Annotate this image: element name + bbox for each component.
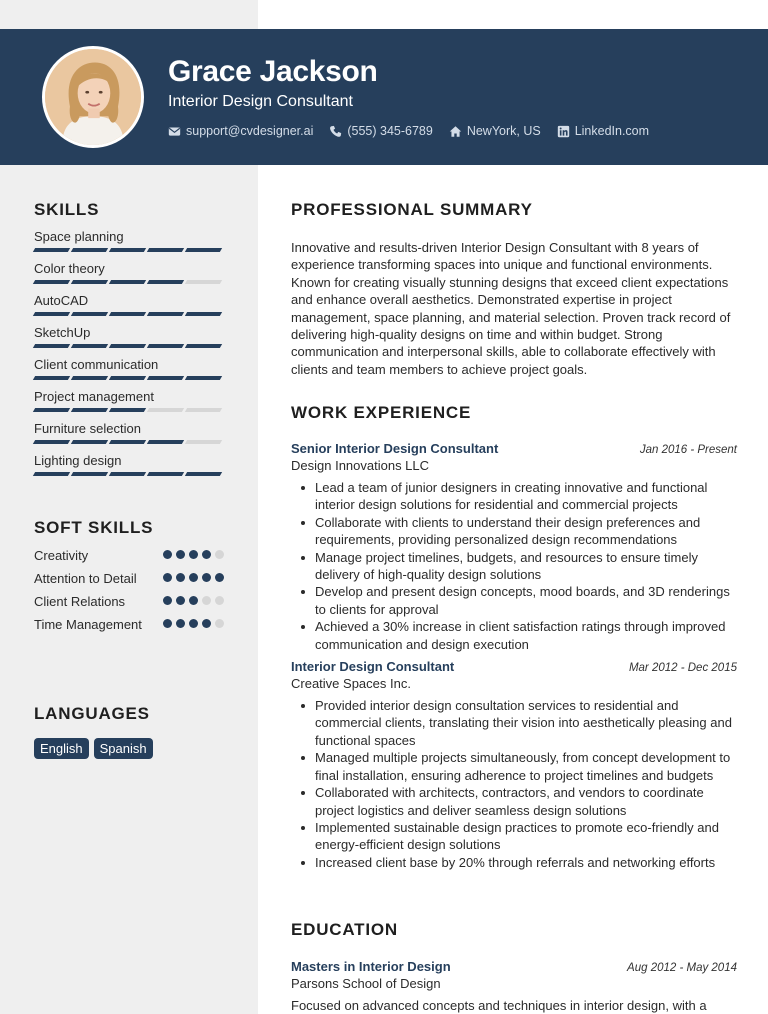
rating-dot <box>163 596 172 605</box>
skill-level-segment <box>185 376 222 380</box>
skill-level-segment <box>109 408 146 412</box>
skill-level-segment <box>33 312 70 316</box>
skill-level-bar <box>34 440 224 444</box>
skill-level-segment <box>109 376 146 380</box>
contact-phone-text: (555) 345-6789 <box>347 124 433 138</box>
skill-item <box>34 421 224 444</box>
skill-name: AutoCAD <box>34 293 89 308</box>
job-bullet: Develop and present design concepts, mood boards, and 3D renderings to clients for approval <box>291 583 737 618</box>
avatar <box>42 46 144 148</box>
job-bullet: Collaborate with clients to understand their design preferences and requirements, providing personalized design recommendations <box>291 514 737 549</box>
skill-level-segment <box>185 248 222 252</box>
linkedin-icon <box>557 125 570 138</box>
education-entry <box>291 959 737 1014</box>
skill-level-segment <box>185 472 222 476</box>
school-name: Parsons School of Design <box>291 976 441 991</box>
rating-dot <box>215 619 224 628</box>
rating-dot <box>202 596 211 605</box>
skill-level-segment <box>33 376 70 380</box>
rating-dot <box>163 619 172 628</box>
skill-level-segment <box>71 248 108 252</box>
soft-skill-name: Creativity <box>34 548 89 563</box>
education-description: Focused on advanced concepts and techniques in interior design, with a <box>291 998 707 1013</box>
experience-heading: WORK EXPERIENCE <box>291 403 472 422</box>
skill-level-segment <box>147 408 184 412</box>
skill-item <box>34 389 224 412</box>
language-badge: English <box>34 738 89 759</box>
summary-text: Innovative and results-driven Interior Design Consultant with 8 years of experience transforming spaces into unique and functional environments. Known for creating visually stunning designs that exceed client expectations and enhance overall aesthetics. Demonstrated expertise in project management, space planning, and material selection. Proven track record of delivering high-quality designs on time and within budget. Strong communication and interpersonal skills, able to collaborate effectively with clients and team members to achieve project goals. <box>291 240 731 377</box>
skill-item <box>34 357 224 380</box>
language-badge: Spanish <box>94 738 153 759</box>
skill-level-segment <box>147 344 184 348</box>
skill-name: Lighting design <box>34 453 122 468</box>
skill-level-segment <box>71 312 108 316</box>
home-icon <box>449 125 462 138</box>
skill-level-segment <box>33 344 70 348</box>
rating-dot <box>163 573 172 582</box>
skill-level-segment <box>109 440 146 444</box>
job-entry <box>291 659 737 871</box>
skill-name: Furniture selection <box>34 421 141 436</box>
rating-dot <box>215 573 224 582</box>
skill-level-bar <box>34 472 224 476</box>
rating-dot <box>202 550 211 559</box>
job-entry <box>291 441 737 653</box>
soft-skill-name: Client Relations <box>34 594 126 609</box>
soft-skill-item <box>34 570 224 587</box>
soft-skill-rating <box>163 596 224 605</box>
skill-level-segment <box>147 280 184 284</box>
languages-section <box>34 704 224 759</box>
phone-icon <box>329 125 342 138</box>
skill-level-segment <box>109 472 146 476</box>
skill-level-bar <box>34 376 224 380</box>
profile-photo-icon <box>45 49 141 145</box>
skill-item <box>34 261 224 284</box>
soft-skill-rating <box>163 573 224 582</box>
job-bullets <box>291 479 737 653</box>
summary-section <box>291 200 737 378</box>
candidate-name: Grace Jackson <box>168 55 378 88</box>
soft-skills-list <box>34 547 224 633</box>
skill-level-segment <box>71 280 108 284</box>
skill-level-segment <box>33 248 70 252</box>
soft-skills-section <box>34 518 224 633</box>
skill-level-segment <box>147 248 184 252</box>
contact-location-text: NewYork, US <box>466 124 541 138</box>
skill-level-segment <box>71 408 108 412</box>
rating-dot <box>189 573 198 582</box>
job-bullet: Managed multiple projects simultaneously, from concept development to final installation, ensuring adherence to project timelines and budgets <box>291 749 737 784</box>
skill-level-bar <box>34 280 224 284</box>
job-bullet: Achieved a 30% increase in client satisfaction ratings through improved communication and design execution <box>291 618 737 653</box>
rating-dot <box>176 596 185 605</box>
skill-level-segment <box>33 472 70 476</box>
rating-dot <box>176 573 185 582</box>
skill-level-segment <box>109 248 146 252</box>
job-company: Design Innovations LLC <box>291 458 430 473</box>
rating-dot <box>189 550 198 559</box>
soft-skills-heading: SOFT SKILLS <box>34 518 154 537</box>
skill-item <box>34 325 224 348</box>
rating-dot <box>215 550 224 559</box>
soft-skill-rating <box>163 619 224 628</box>
skill-name: Client communication <box>34 357 159 372</box>
skills-heading: SKILLS <box>34 200 100 219</box>
skill-item <box>34 229 224 252</box>
contact-location <box>449 124 541 138</box>
contact-phone[interactable] <box>329 124 432 138</box>
skill-level-bar <box>34 344 224 348</box>
rating-dot <box>202 573 211 582</box>
skill-item <box>34 453 224 476</box>
candidate-role: Interior Design Consultant <box>168 93 353 110</box>
rating-dot <box>189 596 198 605</box>
skill-level-segment <box>147 376 184 380</box>
job-bullet: Lead a team of junior designers in creating innovative and functional interior design solutions for residential and commercial projects <box>291 479 737 514</box>
skill-name: Project management <box>34 389 154 404</box>
job-date: Mar 2012 - Dec 2015 <box>628 662 737 675</box>
soft-skill-item <box>34 616 224 633</box>
skill-level-segment <box>147 312 184 316</box>
skill-level-segment <box>147 472 184 476</box>
languages-heading: LANGUAGES <box>34 704 150 723</box>
job-bullet: Manage project timelines, budgets, and resources to ensure timely delivery of high-quality design solutions <box>291 549 737 584</box>
job-bullet: Provided interior design consultation services to residential and commercial clients, translating their vision into aesthetically pleasing and functional spaces <box>291 697 737 749</box>
rating-dot <box>176 550 185 559</box>
skill-level-segment <box>109 312 146 316</box>
job-bullet: Implemented sustainable design practices to promote eco-friendly and energy-efficient design solutions <box>291 819 737 854</box>
job-title: Senior Interior Design Consultant <box>291 441 499 456</box>
job-title: Interior Design Consultant <box>291 659 455 675</box>
skill-name: Color theory <box>34 261 105 276</box>
rating-dot <box>163 550 172 559</box>
email-icon <box>168 125 181 138</box>
rating-dot <box>215 596 224 605</box>
skill-name: Space planning <box>34 229 124 244</box>
soft-skill-item <box>34 547 224 564</box>
skill-level-segment <box>71 344 108 348</box>
skill-level-bar <box>34 248 224 252</box>
skill-level-segment <box>185 280 222 284</box>
job-bullet: Collaborated with architects, contractors, and vendors to coordinate project logistics and deliver seamless design solutions <box>291 784 737 819</box>
skill-level-segment <box>71 472 108 476</box>
skill-level-segment <box>185 344 222 348</box>
skill-level-bar <box>34 312 224 316</box>
rating-dot <box>176 619 185 628</box>
soft-skill-name: Attention to Detail <box>34 571 137 586</box>
summary-heading: PROFESSIONAL SUMMARY <box>291 200 533 219</box>
resume-header <box>0 29 768 165</box>
skill-level-segment <box>185 440 222 444</box>
soft-skill-item <box>34 593 224 610</box>
education-section <box>291 920 737 1014</box>
skill-level-segment <box>71 376 108 380</box>
skill-level-segment <box>109 344 146 348</box>
job-bullets <box>291 697 737 871</box>
contact-list <box>168 124 665 138</box>
skills-section <box>34 200 224 476</box>
skill-item <box>34 293 224 316</box>
soft-skill-name: Time Management <box>34 617 142 632</box>
contact-email-text: support@cvdesigner.ai <box>186 124 314 138</box>
degree-title: Masters in Interior Design <box>291 959 451 974</box>
education-date: Aug 2012 - May 2014 <box>627 962 737 974</box>
job-company: Creative Spaces Inc. <box>291 676 411 692</box>
contact-email[interactable] <box>168 124 313 138</box>
skill-level-bar <box>34 408 224 412</box>
education-heading: EDUCATION <box>291 920 398 939</box>
skill-level-segment <box>33 280 70 284</box>
skill-name: SketchUp <box>34 325 91 340</box>
rating-dot <box>202 619 211 628</box>
rating-dot <box>189 619 198 628</box>
skill-level-segment <box>185 312 222 316</box>
skill-level-segment <box>147 440 184 444</box>
experience-section <box>291 403 737 871</box>
skill-level-segment <box>109 280 146 284</box>
job-bullet: Increased client base by 20% through referrals and networking efforts <box>291 854 737 871</box>
contact-linkedin[interactable] <box>557 124 649 138</box>
job-date: Jan 2016 - Present <box>639 444 737 456</box>
skill-level-segment <box>33 440 70 444</box>
skill-level-segment <box>33 408 70 412</box>
skill-level-segment <box>185 408 222 412</box>
soft-skill-rating <box>163 550 224 559</box>
skill-level-segment <box>71 440 108 444</box>
languages-list <box>34 738 224 759</box>
contact-linkedin-text: LinkedIn.com <box>574 124 650 138</box>
skills-list <box>34 229 224 476</box>
